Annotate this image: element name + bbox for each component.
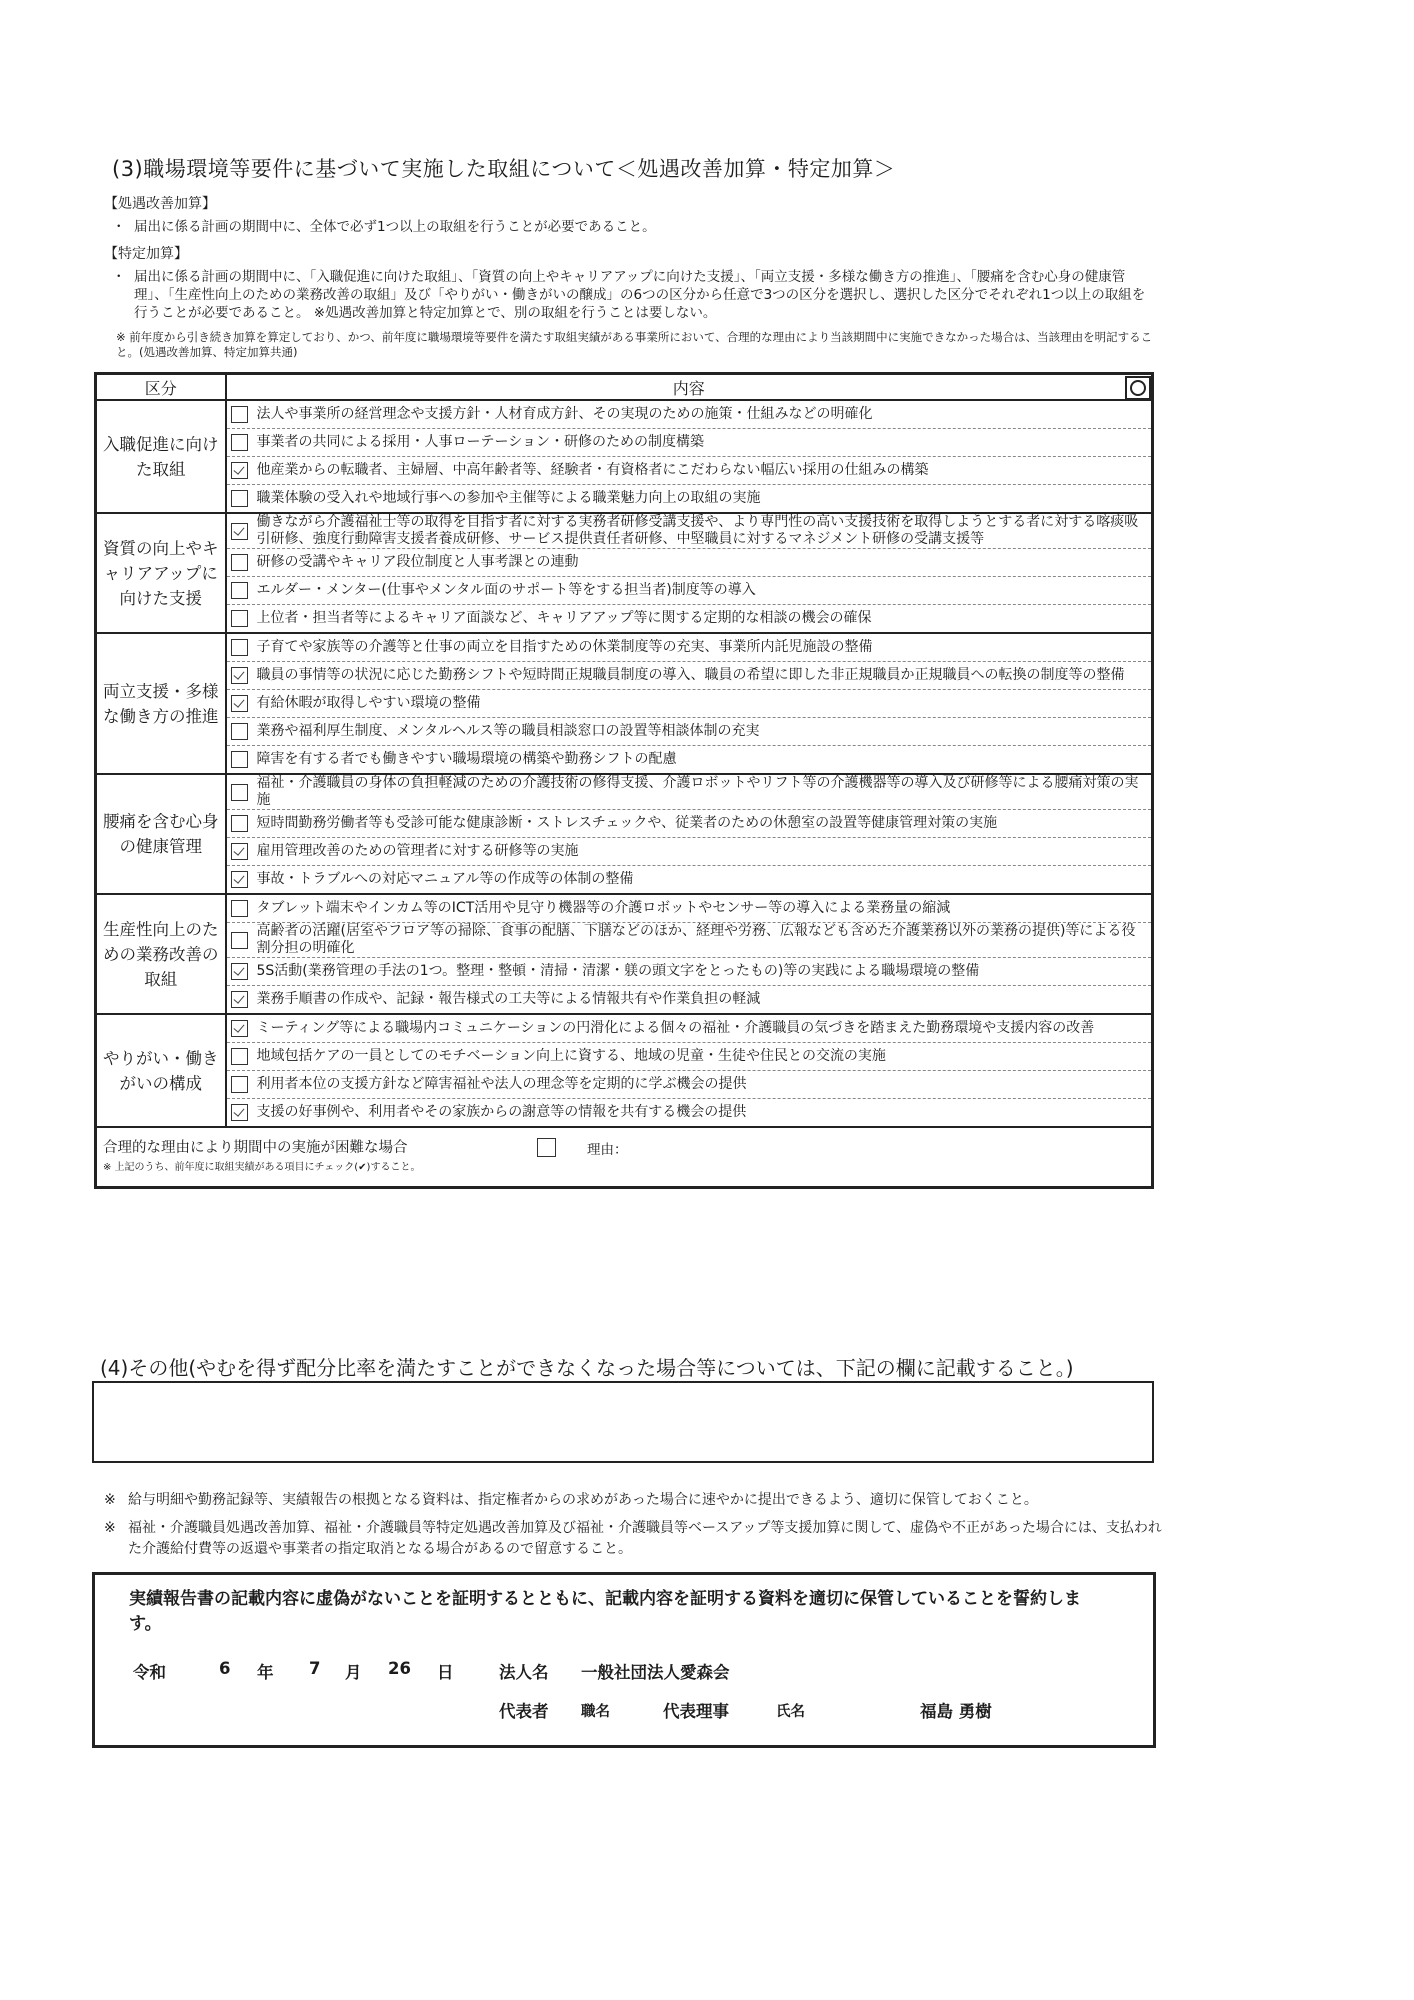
table-row bbox=[96, 986, 1153, 1015]
category-cell: 資質の向上やキャリアアップに向けた支援 bbox=[96, 513, 226, 633]
measure-item bbox=[231, 1043, 1149, 1070]
unchecked-checkbox[interactable] bbox=[231, 434, 248, 451]
measure-cell bbox=[226, 718, 1153, 746]
unchecked-checkbox[interactable] bbox=[231, 784, 248, 801]
unchecked-checkbox[interactable] bbox=[231, 554, 248, 571]
table-row bbox=[96, 485, 1153, 514]
measure-text: 働きながら介護福祉士等の取得を目指す者に対する実務者研修受講支援や、より専門性の高い支援技術を取得しようとする者に対する喀痰吸引研修、強度行動障害支援者養成研修、サービス提供責任者研修、中堅職員に対するマネジメント研修の受講支援等 bbox=[256, 514, 1139, 547]
measure-item bbox=[231, 1015, 1149, 1042]
corp-label: 法人名 bbox=[499, 1663, 549, 1682]
table-row bbox=[96, 746, 1153, 775]
table-row bbox=[96, 457, 1153, 485]
measure-text: 研修の受講やキャリア段位制度と人事考課との連動 bbox=[256, 554, 579, 570]
measures-body bbox=[96, 400, 1153, 1127]
measure-text: 法人や事業所の経営理念や支援方針・人材育成方針、その実現のための施策・仕組みなどの明確化 bbox=[256, 406, 873, 422]
category-cell: 入職促進に向けた取組 bbox=[96, 400, 226, 513]
measure-item bbox=[231, 429, 1149, 456]
section3-title: (3)職場環境等要件に基づいて実施した取組について＜処遇改善加算・特定加算＞ bbox=[112, 157, 896, 181]
measure-item bbox=[231, 895, 1149, 922]
measure-cell bbox=[226, 400, 1153, 429]
date-month-unit: 月 bbox=[345, 1663, 362, 1682]
unchecked-checkbox[interactable] bbox=[231, 610, 248, 627]
measure-cell bbox=[226, 810, 1153, 838]
table-row bbox=[96, 894, 1153, 923]
carryover-note: ※ 前年度から引き続き加算を算定しており、かつ、前年度に職場環境等要件を満たす取組実績がある事業所において、合理的な理由により当該期間中に実施できなかった場合は、当該理由を明記すること。(処遇改善加算、特定加算共通) bbox=[116, 330, 1153, 359]
footnote-mark: ※ bbox=[104, 1520, 116, 1536]
category-cell: やりがい・働きがいの構成 bbox=[96, 1014, 226, 1127]
unchecked-checkbox[interactable] bbox=[231, 406, 248, 423]
table-row bbox=[96, 923, 1153, 958]
category-cell: 両立支援・多様な働き方の推進 bbox=[96, 633, 226, 774]
measure-item bbox=[231, 485, 1149, 512]
measure-item bbox=[231, 549, 1149, 576]
unchecked-checkbox[interactable] bbox=[231, 639, 248, 656]
measure-cell bbox=[226, 1071, 1153, 1099]
table-row bbox=[96, 774, 1153, 810]
measure-cell bbox=[226, 958, 1153, 986]
checked-checkbox[interactable] bbox=[231, 1020, 248, 1037]
table-row bbox=[96, 958, 1153, 986]
table-row bbox=[96, 549, 1153, 577]
reason-row bbox=[96, 1127, 1153, 1188]
measure-item bbox=[231, 746, 1149, 773]
reason-checkbox[interactable] bbox=[537, 1138, 556, 1157]
measure-cell bbox=[226, 457, 1153, 485]
unchecked-checkbox[interactable] bbox=[231, 900, 248, 917]
table-row bbox=[96, 1071, 1153, 1099]
checked-checkbox[interactable] bbox=[231, 667, 248, 684]
table-row bbox=[96, 662, 1153, 690]
reason-label: 合理的な理由により期間中の実施が困難な場合 bbox=[103, 1140, 408, 1156]
measures-table bbox=[94, 372, 1154, 1189]
footnote-text: 給与明細や勤務記録等、実績報告の根拠となる資料は、指定権者からの求めがあった場合に速やかに提出できるよう、適切に保管しておくこと。 bbox=[128, 1492, 1038, 1508]
measure-text: 他産業からの転職者、主婦層、中高年齢者等、経験者・有資格者にこだわらない幅広い採用の仕組みの構築 bbox=[256, 462, 929, 478]
measure-item bbox=[231, 866, 1149, 893]
date-day[interactable]: 26 bbox=[388, 1659, 411, 1678]
measure-cell bbox=[226, 838, 1153, 866]
reason-field[interactable]: 理由： bbox=[587, 1142, 628, 1158]
date-year[interactable]: 6 bbox=[219, 1659, 231, 1678]
measure-cell bbox=[226, 577, 1153, 605]
table-row bbox=[96, 866, 1153, 895]
name-value[interactable]: 福島 勇樹 bbox=[920, 1702, 992, 1721]
table-row bbox=[96, 1043, 1153, 1071]
title-label: 職名 bbox=[581, 1704, 610, 1720]
measure-item bbox=[231, 810, 1149, 837]
measure-text: 上位者・担当者等によるキャリア面談など、キャリアアップ等に関する定期的な相談の機会の確保 bbox=[256, 610, 872, 626]
note-text: 届出に係る計画の期間中に、全体で必ず1つ以上の取組を行うことが必要であること。 bbox=[134, 219, 656, 235]
measure-cell bbox=[226, 1099, 1153, 1128]
corp-name[interactable]: 一般社団法人愛森会 bbox=[581, 1663, 730, 1682]
tokutei-kasan-heading: 【特定加算】 bbox=[104, 246, 188, 262]
measure-cell bbox=[226, 774, 1153, 810]
section4-textbox[interactable] bbox=[92, 1381, 1154, 1463]
unchecked-checkbox[interactable] bbox=[231, 932, 248, 949]
measure-text: 5S活動(業務管理の手法の1つ。整理・整頓・清掃・清潔・躾の頭文字をとったもの)等の実践による職場環境の整備 bbox=[256, 963, 980, 979]
measure-item bbox=[231, 514, 1149, 548]
date-day-unit: 日 bbox=[437, 1663, 454, 1682]
measure-cell bbox=[226, 894, 1153, 923]
measure-text: 雇用管理改善のための管理者に対する研修等の実施 bbox=[256, 843, 579, 859]
date-era: 令和 bbox=[133, 1663, 166, 1682]
note-text: 届出に係る計画の期間中に、「入職促進に向けた取組」、「資質の向上やキャリアアップに向けた支援」、「両立支援・多様な働き方の推進」、「腰痛を含む心身の健康管理」、「生産性向上のための業務改善の取組」及び「やりがい・働きがいの醸成」の6つの区分から任意で3つの区分を選択し、選択した区分でそれぞれ1つ以上の取組を行うことが必要であること。 ※処遇改善加算と特定加算とで、別の取組を行うことは要しない。 bbox=[134, 269, 1146, 321]
date-year-unit: 年 bbox=[257, 1663, 274, 1682]
measure-cell bbox=[226, 485, 1153, 514]
unchecked-checkbox[interactable] bbox=[231, 490, 248, 507]
table-row bbox=[96, 633, 1153, 662]
checked-checkbox[interactable] bbox=[231, 523, 248, 540]
measure-text: 事故・トラブルへの対応マニュアル等の作成等の体制の整備 bbox=[256, 871, 634, 887]
measure-cell bbox=[226, 866, 1153, 895]
category-cell: 腰痛を含む心身の健康管理 bbox=[96, 774, 226, 894]
unchecked-checkbox[interactable] bbox=[231, 582, 248, 599]
measure-text: 支援の好事例や、利用者やその家族からの謝意等の情報を共有する機会の提供 bbox=[256, 1104, 747, 1120]
measure-item bbox=[231, 923, 1149, 957]
measure-text: 福祉・介護職員の身体の負担軽減のための介護技術の修得支援、介護ロボットやリフト等の介護機器等の導入及び研修等による腰痛対策の実施 bbox=[256, 775, 1139, 808]
measure-item bbox=[231, 1071, 1149, 1098]
checked-checkbox[interactable] bbox=[231, 871, 248, 888]
unchecked-checkbox[interactable] bbox=[231, 723, 248, 740]
checked-checkbox[interactable] bbox=[231, 695, 248, 712]
shogu-kasan-heading: 【処遇改善加算】 bbox=[104, 196, 216, 212]
measure-cell bbox=[226, 549, 1153, 577]
checked-checkbox[interactable] bbox=[231, 462, 248, 479]
measure-text: 職業体験の受入れや地域行事への参加や主催等による職業魅力向上の取組の実施 bbox=[256, 490, 761, 506]
measure-text: 職員の事情等の状況に応じた勤務シフトや短時間正規職員制度の導入、職員の希望に即した非正規職員か正規職員への転換の制度等の整備 bbox=[256, 667, 1125, 683]
name-label: 氏名 bbox=[776, 1704, 805, 1720]
checked-checkbox[interactable] bbox=[231, 1104, 248, 1121]
measure-cell bbox=[226, 513, 1153, 549]
measure-cell bbox=[226, 662, 1153, 690]
measure-text: 障害を有する者でも働きやすい職場環境の構築や勤務シフトの配慮 bbox=[256, 751, 677, 767]
measure-cell bbox=[226, 746, 1153, 775]
pledge-text: 実績報告書の記載内容に虚偽がないことを証明するとともに、記載内容を証明する資料を適切に保管していることを誓約します。 bbox=[129, 1589, 1081, 1634]
table-row bbox=[96, 690, 1153, 718]
checked-checkbox[interactable] bbox=[231, 963, 248, 980]
measure-cell bbox=[226, 1014, 1153, 1043]
checked-checkbox[interactable] bbox=[231, 843, 248, 860]
reason-note: ※ 上記のうち、前年度に取組実績がある項目にチェック(✔)すること。 bbox=[103, 1162, 421, 1173]
table-row bbox=[96, 810, 1153, 838]
measure-text: ミーティング等による職場内コミュニケーションの円滑化による個々の福祉・介護職員の気づきを踏まえた勤務環境や支援内容の改善 bbox=[256, 1020, 1095, 1036]
measure-text: 有給休暇が取得しやすい環境の整備 bbox=[256, 695, 481, 711]
measure-text: エルダー・メンター(仕事やメンタル面のサポート等をする担当者)制度等の導入 bbox=[256, 582, 756, 598]
measure-cell bbox=[226, 690, 1153, 718]
measure-text: タブレット端末やインカム等のICT活用や見守り機器等の介護ロボットやセンサー等の導入による業務量の縮減 bbox=[256, 900, 951, 916]
footnote-text: 福祉・介護職員処遇改善加算、福祉・介護職員等特定処遇改善加算及び福祉・介護職員等ベースアップ等支援加算に関して、虚偽や不正があった場合には、支払われた介護給付費等の返還や事業者の指定取消となる場合があるので留意すること。 bbox=[128, 1520, 1162, 1557]
column-header-category: 区分 bbox=[96, 374, 226, 401]
measure-item bbox=[231, 577, 1149, 604]
measure-item bbox=[231, 634, 1149, 661]
unchecked-checkbox[interactable] bbox=[231, 751, 248, 768]
date-month[interactable]: 7 bbox=[309, 1659, 321, 1678]
category-cell: 生産性向上のための業務改善の取組 bbox=[96, 894, 226, 1014]
measure-item bbox=[231, 690, 1149, 717]
table-row bbox=[96, 513, 1153, 549]
measure-item bbox=[231, 457, 1149, 484]
measure-item bbox=[231, 986, 1149, 1013]
column-header-content-label: 内容 bbox=[672, 378, 705, 398]
tokutei-kasan-note bbox=[112, 268, 1152, 322]
table-row bbox=[96, 429, 1153, 457]
footnote-2 bbox=[104, 1518, 1164, 1560]
table-row bbox=[96, 400, 1153, 429]
measure-text: 事業者の共同による採用・人事ローテーション・研修のための制度構築 bbox=[256, 434, 704, 450]
measure-cell bbox=[226, 1043, 1153, 1071]
measure-item bbox=[231, 401, 1149, 428]
measure-text: 高齢者の活躍(居室やフロア等の掃除、食事の配膳、下膳などのほか、経理や労務、広報なども含めた介護業務以外の業務の提供)等による役割分担の明確化 bbox=[256, 923, 1136, 956]
unchecked-checkbox[interactable] bbox=[231, 815, 248, 832]
footnote-1 bbox=[104, 1490, 1164, 1511]
circle-mark-icon bbox=[1125, 376, 1151, 400]
bullet: ・ bbox=[112, 269, 126, 285]
measure-text: 地域包括ケアの一員としてのモチベーション向上に資する、地域の児童・生徒や住民との交流の実施 bbox=[256, 1048, 886, 1064]
measure-item bbox=[231, 662, 1149, 689]
table-row bbox=[96, 577, 1153, 605]
section4-title: (4)その他(やむを得ず配分比率を満たすことができなくなった場合等については、下記の欄に記載すること。) bbox=[100, 1356, 1074, 1380]
checked-checkbox[interactable] bbox=[231, 991, 248, 1008]
title-value[interactable]: 代表理事 bbox=[663, 1702, 729, 1721]
shogu-kasan-note bbox=[112, 218, 1152, 236]
measure-item bbox=[231, 838, 1149, 865]
measure-cell bbox=[226, 633, 1153, 662]
measure-text: 短時間勤務労働者等も受診可能な健康診断・ストレスチェックや、従業者のための休憩室の設置等健康管理対策の実施 bbox=[256, 815, 998, 831]
measure-item bbox=[231, 1099, 1149, 1126]
measure-item bbox=[231, 605, 1149, 632]
measure-cell bbox=[226, 429, 1153, 457]
measure-text: 利用者本位の支援方針など障害福祉や法人の理念等を定期的に学ぶ機会の提供 bbox=[256, 1076, 747, 1092]
measure-text: 業務手順書の作成や、記録・報告様式の工夫等による情報共有や作業負担の軽減 bbox=[256, 991, 761, 1007]
measure-cell bbox=[226, 986, 1153, 1015]
measure-text: 業務や福利厚生制度、メンタルヘルス等の職員相談窓口の設置等相談体制の充実 bbox=[256, 723, 760, 739]
table-row bbox=[96, 1099, 1153, 1128]
table-row bbox=[96, 718, 1153, 746]
table-row bbox=[96, 605, 1153, 634]
measure-cell bbox=[226, 923, 1153, 958]
measure-item bbox=[231, 958, 1149, 985]
measure-cell bbox=[226, 605, 1153, 634]
footnote-mark: ※ bbox=[104, 1492, 116, 1508]
measure-text: 子育てや家族等の介護等と仕事の両立を目指すための休業制度等の充実、事業所内託児施設の整備 bbox=[256, 639, 873, 655]
measure-item bbox=[231, 775, 1149, 809]
column-header-content bbox=[226, 374, 1153, 401]
unchecked-checkbox[interactable] bbox=[231, 1076, 248, 1093]
measure-item bbox=[231, 718, 1149, 745]
table-row bbox=[96, 1014, 1153, 1043]
table-row bbox=[96, 838, 1153, 866]
pledge-box bbox=[92, 1572, 1156, 1748]
unchecked-checkbox[interactable] bbox=[231, 1048, 248, 1065]
rep-label: 代表者 bbox=[499, 1702, 549, 1721]
bullet: ・ bbox=[112, 219, 126, 235]
